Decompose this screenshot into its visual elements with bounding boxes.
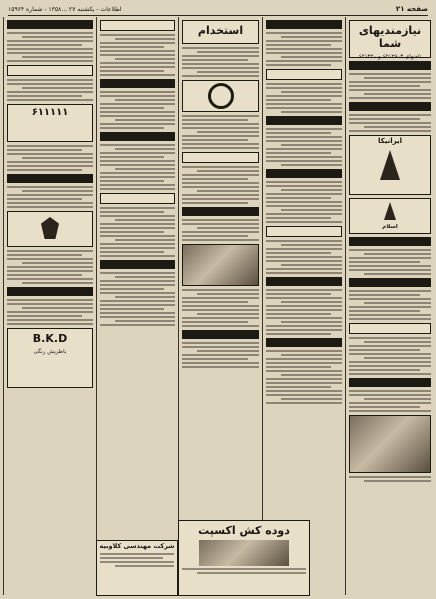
column-4 <box>96 17 178 595</box>
classified-banner-ad <box>349 20 431 58</box>
employment-title: استخدام <box>197 24 244 37</box>
logo-ad-2-text: اسلام <box>382 224 398 230</box>
employment-banner <box>182 20 259 44</box>
section-header <box>349 378 431 387</box>
section-header-boxed <box>100 20 175 31</box>
column-1 <box>345 17 434 595</box>
portrait-photo <box>182 244 259 286</box>
emblem-icon <box>380 150 400 180</box>
section-header <box>266 169 342 178</box>
section-header <box>266 277 342 286</box>
column-2 <box>262 17 345 595</box>
section-header <box>349 102 431 111</box>
section-header <box>100 79 175 88</box>
section-header <box>349 237 431 246</box>
section-header <box>7 174 93 183</box>
section-header-boxed <box>182 152 259 163</box>
dateline: اطلاعات - یکشنبه ۲۷ ...۱۳۵۸ - شماره ۱۵۹۶۴ <box>8 5 122 13</box>
banner-phone: تلفنهای ۶۲۱۲۹۰۳ و ۶۲۱۳۲۰ <box>358 54 422 60</box>
bkd-brand: B.K.D <box>32 332 68 345</box>
logo-ad-2 <box>349 198 431 234</box>
bkd-subtitle: باطریش رنگی <box>33 349 67 355</box>
circle-logo-ad <box>182 80 259 112</box>
shield-icon <box>41 217 59 239</box>
section-header-boxed <box>7 65 93 76</box>
page-header <box>8 3 428 16</box>
phone-ad <box>7 104 93 142</box>
engineering-ad-title: شرکت مهندسی کلاوبیه <box>99 542 175 550</box>
section-header <box>266 338 342 347</box>
section-header-boxed <box>266 69 342 80</box>
banner-title: نیازمندیهای شما <box>358 24 422 50</box>
engineering-ad <box>96 540 178 596</box>
logo-ad <box>349 135 431 195</box>
section-header <box>100 132 175 141</box>
section-header <box>7 287 93 296</box>
product-image <box>199 540 289 566</box>
section-header <box>100 260 175 269</box>
tv-ad-image <box>349 415 431 473</box>
chimney-ad <box>178 520 310 596</box>
section-header <box>349 278 431 287</box>
logo-ad-text: ایرانیکا <box>378 137 402 145</box>
column-5 <box>3 17 96 595</box>
triangle-logo-icon <box>384 202 396 220</box>
phone-number: ۶۱۱۱۱۱ <box>31 107 69 118</box>
section-header <box>7 20 93 29</box>
section-header <box>266 20 342 29</box>
section-header <box>266 116 342 125</box>
bkd-ad <box>7 328 93 388</box>
section-header-boxed <box>266 226 342 237</box>
chimney-ad-title: دوده کش اکسپت <box>198 524 290 537</box>
section-header <box>349 61 431 70</box>
emblem-ad <box>7 211 93 247</box>
section-header-boxed <box>349 323 431 334</box>
section-header <box>182 207 259 216</box>
section-header <box>182 330 259 339</box>
page-number: صفحه ۲۱ <box>395 5 428 13</box>
column-3 <box>178 17 262 595</box>
circle-logo-icon <box>208 83 234 109</box>
section-header-boxed <box>100 193 175 204</box>
